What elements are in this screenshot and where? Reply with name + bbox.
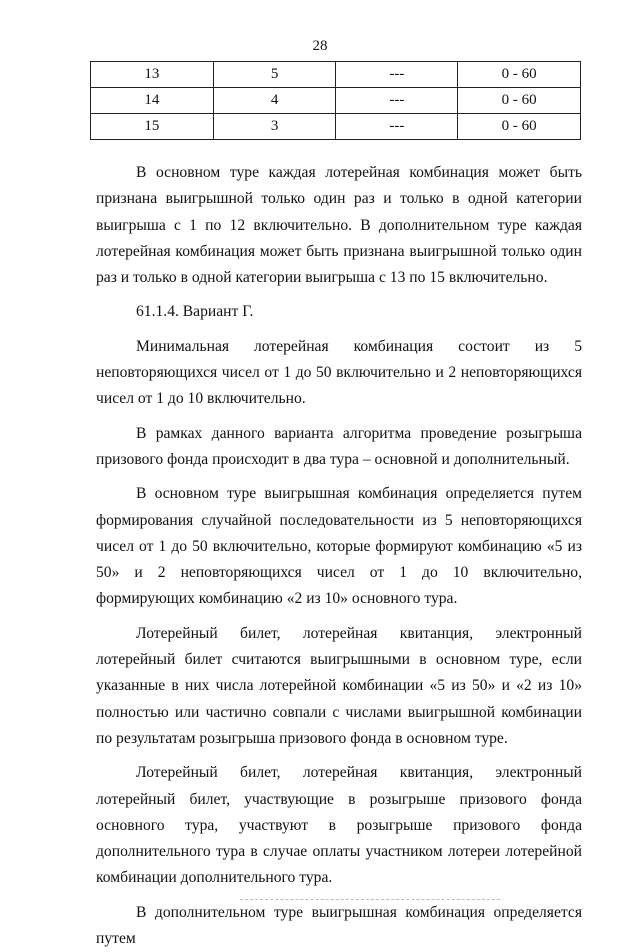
table-cell: --- [336, 88, 458, 114]
table-row [91, 114, 581, 140]
table-cell: 13 [91, 62, 214, 88]
table-cell: 0 - 60 [458, 62, 581, 88]
table-cell: 5 [213, 62, 336, 88]
table-cell: 0 - 60 [458, 88, 581, 114]
table-row [91, 88, 581, 114]
table-cell: 14 [91, 88, 214, 114]
paragraph-additional-participation: Лотерейный билет, лотерейная квитанция, электронный лотерейный билет, участвующие в розыгрыше призового фонда основного тура, участвуют в розыгрыше призового фонда дополнительного тура в случае оплаты участником лотереи лотерейной комбинации дополнительного тура. [96, 764, 582, 887]
table-cell: 15 [91, 114, 214, 140]
table-cell: 0 - 60 [458, 114, 581, 140]
page-number: 28 [312, 38, 328, 54]
section-heading-variant-g: 61.1.4. Вариант Г. [136, 303, 254, 321]
table-cell: --- [336, 114, 458, 140]
table-cell: 4 [213, 88, 336, 114]
paragraph-additional-round: В дополнительном туре выигрышная комбинация определяется путем [96, 903, 582, 948]
paragraph-main-round-combination: В основном туре выигрышная комбинация определяется путем формирования случайной последовательности из 5 неповторяющихся чисел от 1 до 50 включительно, которые формируют комбинацию «5 из 50» и 2 неповторяющихся чисел от 1 до 10 включительно, формирующих комбинацию «2 из 10» основного тура. [96, 485, 582, 608]
table-cell: 3 [213, 114, 336, 140]
paragraph-win-categories: В основном туре каждая лотерейная комбинация может быть признана выигрышной только один раз и только в одной категории выигрыша с 1 по 12 включительно. В дополнительном туре каждая лотерейная комбинация может быть признана выигрышной только один раз и только в одной категории выигрыша с 13 по 15 включительно. [96, 164, 582, 287]
paragraph-winning-tickets: Лотерейный билет, лотерейная квитанция, электронный лотерейный билет считаются выигрышными в основном туре, если указанные в них числа лотерейной комбинации «5 из 50» и «2 из 10» полностью или частично совпали с числами выигрышной комбинации по результатам розыгрыша призового фонда в основном туре. [96, 624, 582, 747]
paragraph-two-rounds: В рамках данного варианта алгоритма проведение розыгрыша призового фонда происходит в два тура – основной и дополнительный. [96, 424, 582, 468]
table-cell: --- [336, 62, 458, 88]
body-text [96, 160, 582, 952]
paragraph-min-combination: Минимальная лотерейная комбинация состоит из 5 неповторяющихся чисел от 1 до 50 включительно и 2 неповторяющихся чисел от 1 до 10 включительно. [96, 337, 582, 408]
prize-table [90, 61, 581, 140]
scan-edge-line [240, 899, 500, 900]
table-row [91, 62, 581, 88]
